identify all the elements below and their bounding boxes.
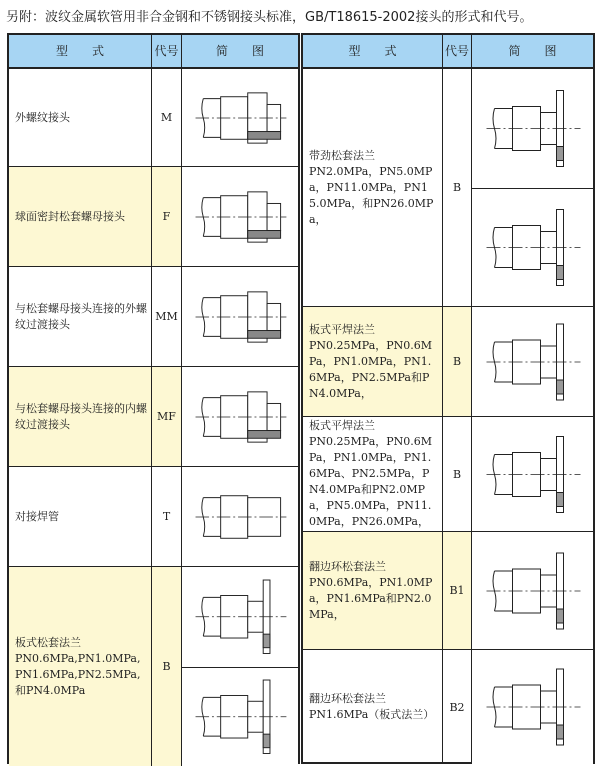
fitting-type-cell (303, 650, 443, 764)
fitting-code: B (152, 567, 182, 766)
fitting-code: B2 (443, 650, 472, 764)
male-thread-adapter-drawing (182, 267, 298, 367)
neck-loose-flange-alt-drawing (472, 188, 593, 307)
fitting-type: 翻边环松套法兰 (309, 692, 386, 705)
fitting-type-cell (9, 367, 152, 466)
table-row (9, 69, 298, 167)
fitting-code: F (152, 167, 182, 266)
fitting-type-cell (303, 417, 443, 531)
female-thread-adapter-drawing (182, 367, 298, 467)
fitting-code: B (443, 417, 472, 531)
fitting-code: M (152, 69, 182, 166)
fitting-type: 球面密封松套螺母接头 (15, 209, 125, 223)
neck-loose-flange-drawing (472, 69, 593, 188)
plate-slip-on-flange-drawing (472, 307, 593, 417)
fitting-code: MF (152, 367, 182, 466)
fitting-code: B1 (443, 532, 472, 649)
fitting-type: 板式平焊法兰 (309, 419, 375, 432)
fitting-code: B (443, 69, 472, 306)
pressure-spec: PN1.6MPa（板式法兰） (309, 708, 435, 721)
fitting-type: 板式松套法兰 (15, 635, 81, 649)
spherical-seal-nut-fitting-drawing (182, 167, 298, 267)
table-row (9, 467, 298, 567)
table-header (303, 35, 593, 69)
drawing-cell (472, 650, 593, 764)
drawing-cell (182, 267, 298, 366)
fitting-type-cell (303, 532, 443, 649)
fitting-type-cell (9, 167, 152, 266)
pressure-spec: PN2.0MPa，PN5.0MPa，PN11.0MPa，PN15.0MPa，和PN26.0MPa， (309, 164, 434, 226)
drawing-cell (182, 167, 298, 266)
divider (182, 667, 298, 668)
fitting-type: 带劲松套法兰 (309, 148, 375, 162)
fitting-code: T (152, 467, 182, 566)
drawing-cell (182, 467, 298, 566)
table-row (9, 367, 298, 467)
drawing-cell (182, 69, 298, 166)
butt-weld-pipe-drawing (182, 467, 298, 567)
header-type: 型 式 (9, 35, 152, 67)
lap-joint-flange-drawing (472, 532, 593, 650)
fitting-code: MM (152, 267, 182, 366)
fitting-code: B (443, 307, 472, 416)
plate-slip-on-flange-alt-drawing (472, 417, 593, 532)
fitting-type: 对接焊管 (15, 509, 59, 523)
fitting-type: 板式平焊法兰 (309, 322, 375, 336)
divider (472, 188, 593, 189)
table-row (9, 567, 298, 766)
header-drawing: 简 图 (215, 44, 264, 58)
fittings-table-left (7, 33, 300, 764)
fitting-type: 外螺纹接头 (15, 110, 70, 124)
fitting-type-cell (9, 467, 152, 566)
drawing-cell (472, 307, 593, 416)
table-row (303, 69, 593, 307)
fitting-type: 翻边环松套法兰 (309, 559, 386, 573)
header-type: 型 式 (303, 35, 443, 67)
plate-loose-flange-drawing (182, 567, 298, 667)
table-row (303, 307, 593, 417)
table-row (9, 167, 298, 267)
lap-joint-plate-flange-drawing (472, 650, 593, 764)
pressure-spec: PN0.6MPa，PN1.0MPa，PN1.6MPa和PN2.0MPa， (309, 575, 433, 621)
table-header (9, 35, 298, 69)
male-thread-fitting-drawing (182, 69, 298, 167)
fitting-type-cell (303, 69, 443, 306)
fitting-type-cell (303, 307, 443, 416)
drawing-cell (472, 417, 593, 531)
pressure-spec: PN0.6MPa,PN1.0MPa,PN1.6MPa,PN2.5MPa,和PN4.0MPa (15, 651, 141, 697)
header-code: 代号 (443, 35, 472, 67)
fitting-type: 与松套螺母接头连接的外螺纹过渡接头 (15, 301, 147, 331)
drawing-cell (472, 532, 593, 649)
pressure-spec: PN0.25MPa，PN0.6MPa，PN1.0MPa，PN1.6MPa、PN2.5MPa，PN4.0MPa和PN2.0MPa，PN5.0MPa，PN11.0MPa，PN26.0MPa， (309, 435, 433, 528)
table-row (303, 417, 593, 532)
fittings-table-right (301, 33, 595, 764)
drawing-cell (472, 69, 593, 306)
drawing-cell (182, 367, 298, 466)
drawing-cell (182, 567, 298, 766)
header-drawing: 简 图 (508, 44, 557, 58)
table-row (9, 267, 298, 367)
table-row (303, 532, 593, 650)
fitting-type: 与松套螺母接头连接的内螺纹过渡接头 (15, 401, 147, 431)
fitting-type-cell (9, 567, 152, 766)
header-code: 代号 (152, 35, 182, 67)
fitting-type-cell (9, 267, 152, 366)
plate-loose-flange-alt-drawing (182, 667, 298, 767)
page-title: 另附：波纹金属软管用非合金钢和不锈钢接头标准，GB/T18615-2002接头的形式和代号。 (6, 10, 533, 25)
table-row (303, 650, 593, 764)
fitting-type-cell (9, 69, 152, 166)
pressure-spec: PN0.25MPa，PN0.6MPa，PN1.0MPa，PN1.6MPa，PN2.5MPa和PN4.0MPa， (309, 338, 433, 400)
